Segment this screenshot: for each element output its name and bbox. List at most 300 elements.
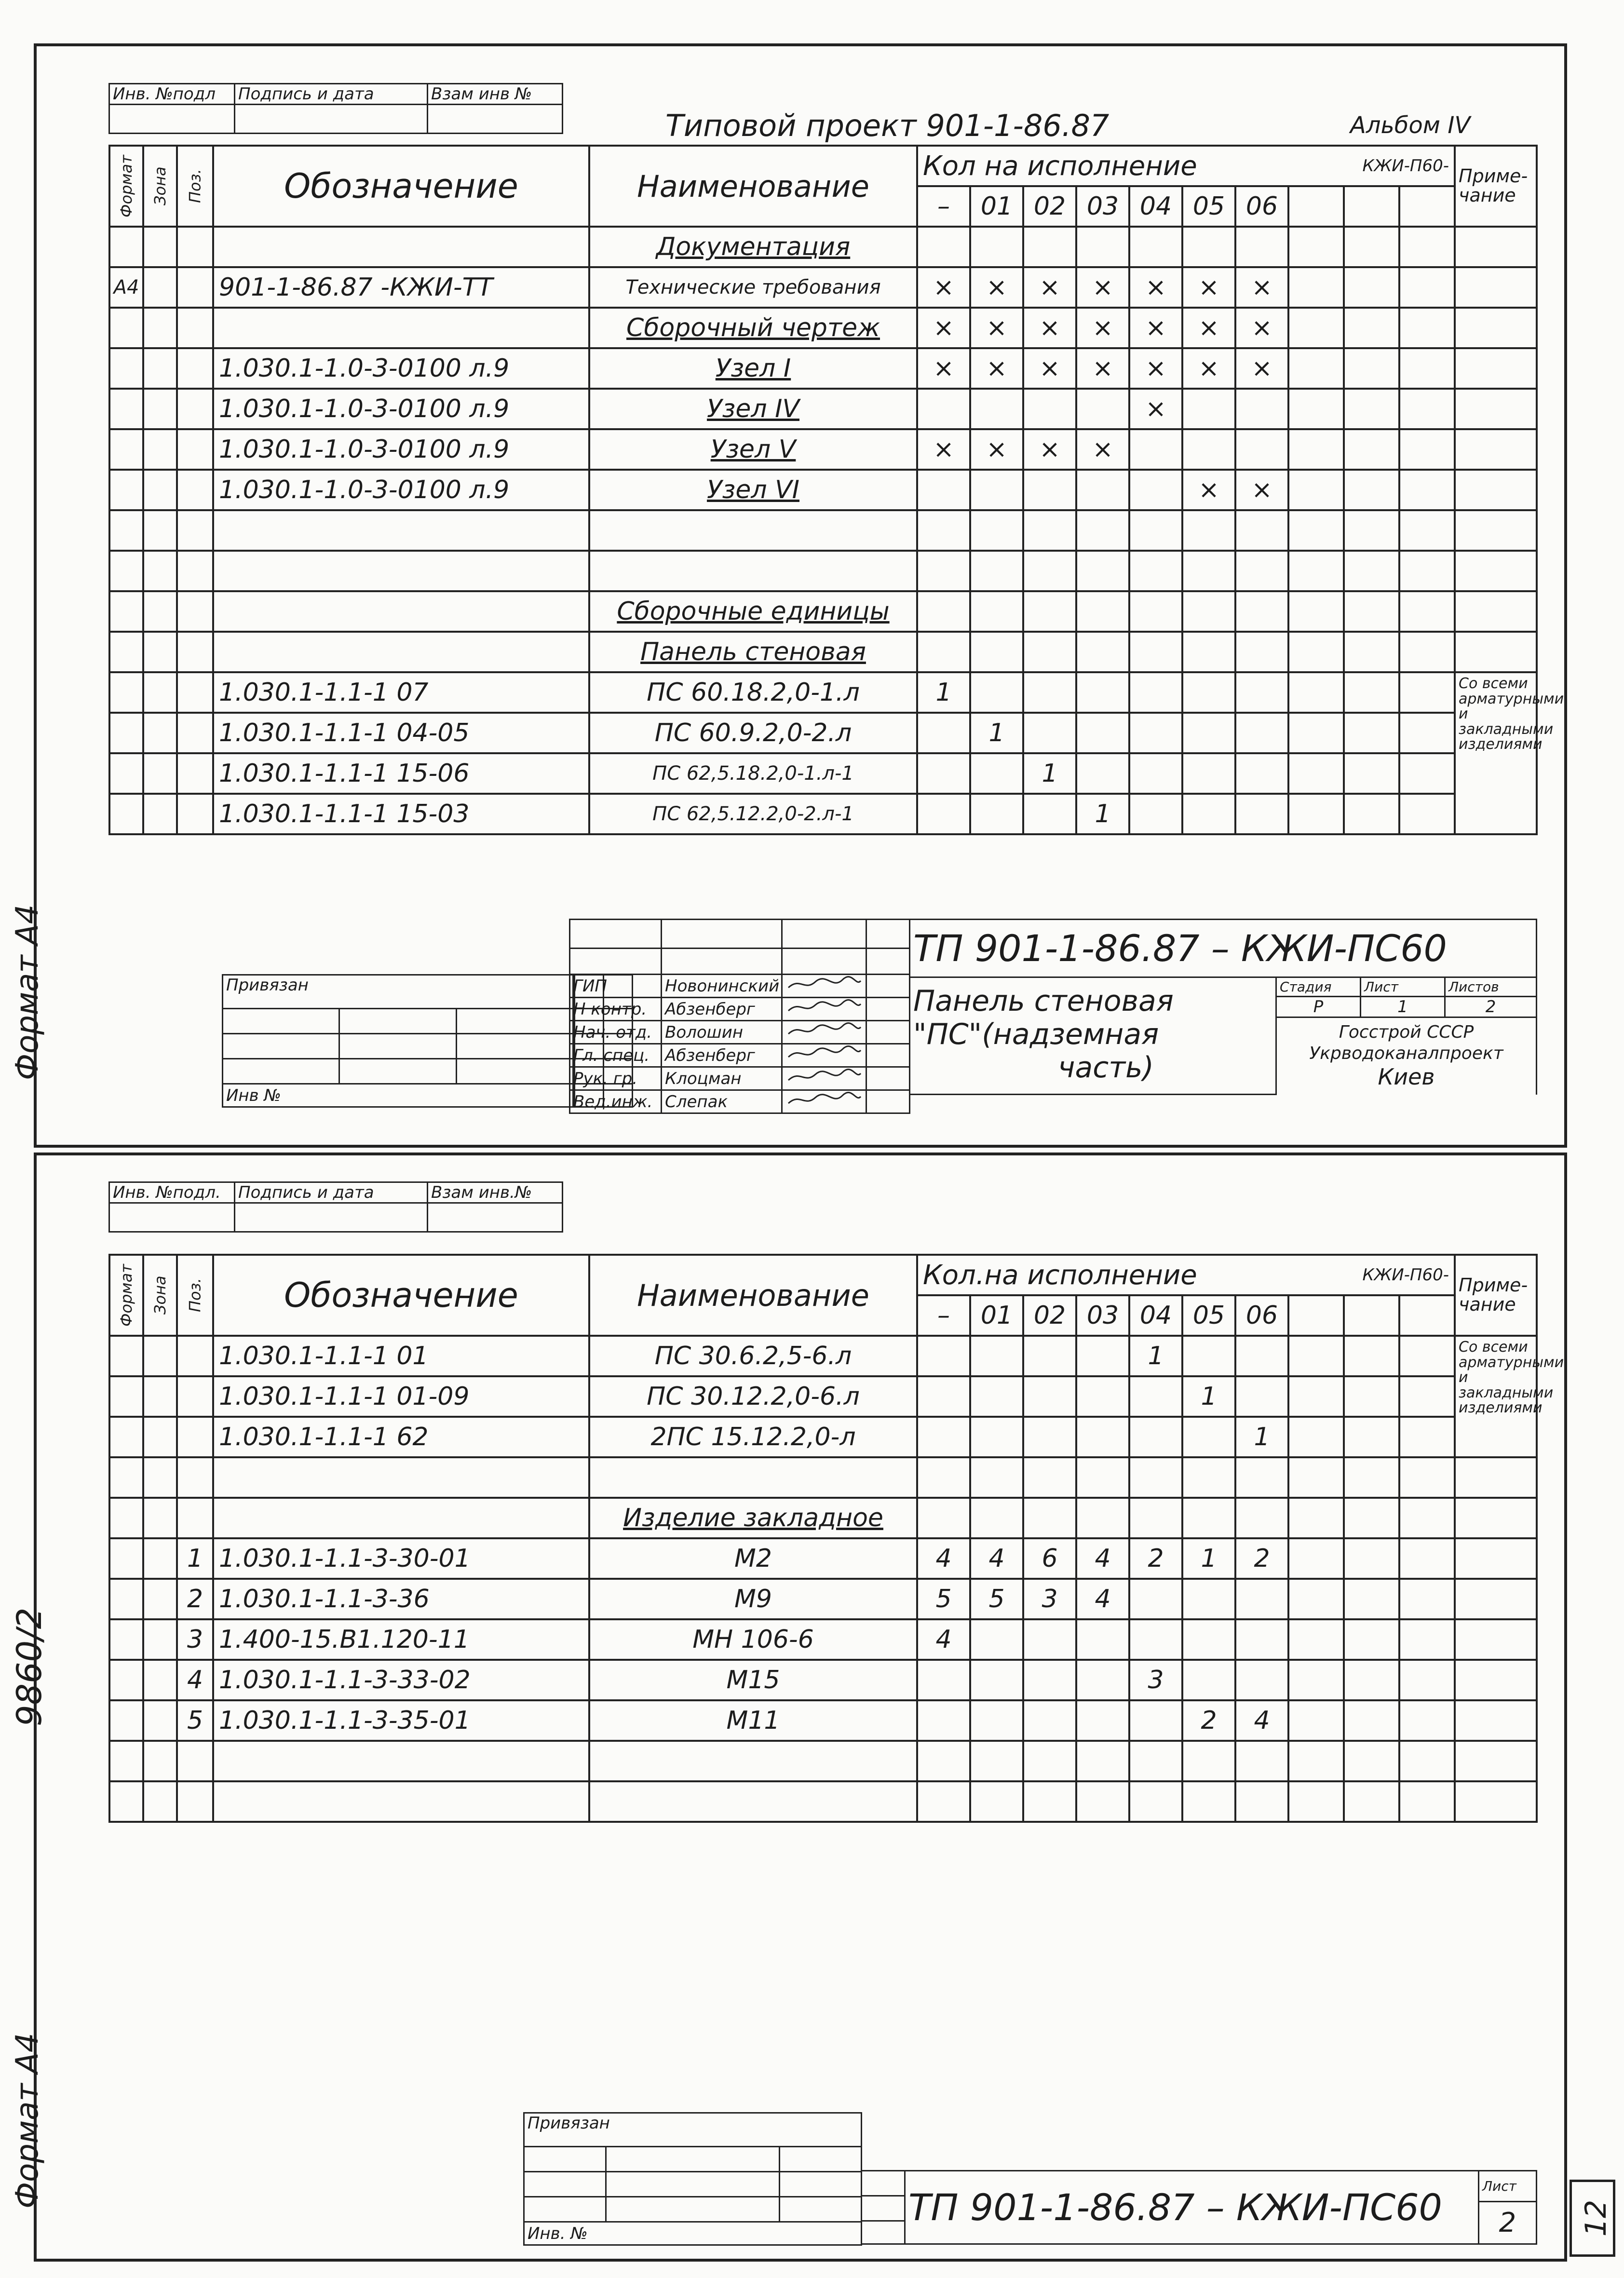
note-cell-blank — [1455, 1579, 1537, 1619]
zone-cell — [143, 1417, 177, 1457]
zone-cell — [143, 227, 177, 267]
qty-cell-blank — [1399, 267, 1455, 308]
zone-cell — [143, 470, 177, 510]
table-row — [109, 1741, 1537, 1781]
qty-cell: × — [1076, 308, 1129, 348]
qty-cell-blank — [1288, 1660, 1344, 1700]
qty-cell — [970, 551, 1023, 591]
date-cell — [866, 1021, 910, 1044]
qty-cell: × — [1023, 267, 1076, 308]
format-cell — [109, 470, 143, 510]
qty-cell — [1235, 551, 1288, 591]
signature-row — [570, 1021, 910, 1044]
designation-cell: 1.030.1-1.0-3-0100 л.9 — [213, 389, 589, 429]
format-cell — [109, 632, 143, 672]
qty-col-header: 04 — [1129, 186, 1182, 227]
name-cell: М11 — [589, 1700, 917, 1741]
qty-cell-blank — [1288, 470, 1344, 510]
qty-cell — [1182, 510, 1235, 551]
qty-cell-blank — [1344, 1457, 1399, 1498]
zone-cell — [143, 794, 177, 834]
qty-cell-blank — [1399, 1741, 1455, 1781]
qty-cell — [1129, 1741, 1182, 1781]
qty-cell — [1129, 713, 1182, 753]
top-box-inv: Инв. №подл — [109, 84, 235, 105]
qty-cell — [1182, 1457, 1235, 1498]
name-cell: Документация — [589, 227, 917, 267]
title-line-2: "ПС"(надземная — [913, 1017, 1159, 1051]
qty-cell — [1235, 227, 1288, 267]
zone-cell — [143, 672, 177, 713]
qty-cell — [1235, 510, 1288, 551]
designation-cell — [213, 308, 589, 348]
note-cell-blank — [1455, 591, 1537, 632]
designation-cell: 1.030.1-1.1-1 15-06 — [213, 753, 589, 794]
name-cell: ПС 30.12.2,0-6.л — [589, 1376, 917, 1417]
qty-cell-blank — [1399, 1498, 1455, 1538]
name-cell: Узел V — [589, 429, 917, 470]
pos-cell — [177, 1457, 213, 1498]
col-zone-2: Зона — [143, 1255, 177, 1336]
name-cell: ПС 60.9.2,0-2.л — [589, 713, 917, 753]
format-cell — [109, 1741, 143, 1781]
qty-cell — [970, 470, 1023, 510]
table-row — [109, 429, 1537, 470]
top-box-vzam: Взам инв № — [428, 84, 563, 105]
qty-cell-blank — [1344, 1781, 1399, 1822]
qty-col-header-blank — [1344, 1295, 1399, 1336]
qty-cell — [970, 1498, 1023, 1538]
qty-cell-blank — [1344, 1741, 1399, 1781]
sheet2-sheet-value: 2 — [1479, 2202, 1537, 2244]
role-cell: ГИП — [570, 975, 662, 998]
pos-cell — [177, 429, 213, 470]
qty-cell — [1235, 429, 1288, 470]
col-pos-2: Поз. — [177, 1255, 213, 1336]
pos-cell — [177, 713, 213, 753]
name-cell: М9 — [589, 1579, 917, 1619]
qty-cell — [1023, 227, 1076, 267]
table-row — [109, 1660, 1537, 1700]
qty-cell-blank — [1288, 1417, 1344, 1457]
qty-cell-blank — [1399, 1417, 1455, 1457]
qty-cell — [1235, 713, 1288, 753]
pos-cell — [177, 308, 213, 348]
sheet2-margin-code: 9860/2 — [10, 1607, 49, 1726]
qty-cell: 2 — [1182, 1700, 1235, 1741]
qty-cell: × — [1129, 348, 1182, 389]
qty-cell — [1182, 429, 1235, 470]
qty-cell: 4 — [1076, 1579, 1129, 1619]
table-row — [109, 389, 1537, 429]
qty-col-header: 03 — [1076, 1295, 1129, 1336]
table-row — [109, 632, 1537, 672]
note-cell-blank — [1455, 308, 1537, 348]
date-cell — [866, 1090, 910, 1113]
qty-cell-blank — [1399, 348, 1455, 389]
note-cell-blank — [1455, 1741, 1537, 1781]
date-cell — [866, 998, 910, 1021]
format-cell — [109, 551, 143, 591]
qty-cell — [1076, 510, 1129, 551]
qty-cell — [1129, 227, 1182, 267]
qty-cell — [1023, 551, 1076, 591]
designation-cell — [213, 551, 589, 591]
col-format: Формат — [109, 146, 143, 227]
name-cell — [589, 510, 917, 551]
sheet1-code: ТП 901-1-86.87 – КЖИ-ПС60 — [910, 920, 1537, 977]
col-qty-code: КЖИ-П60- — [1288, 146, 1455, 186]
qty-cell-blank — [1344, 1417, 1399, 1457]
designation-cell: 1.030.1-1.1-1 01 — [213, 1336, 589, 1376]
qty-cell: × — [1182, 267, 1235, 308]
designation-cell: 1.400-15.В1.120-11 — [213, 1619, 589, 1660]
qty-cell — [1235, 1660, 1288, 1700]
designation-cell — [213, 1781, 589, 1822]
name-cell: Узел I — [589, 348, 917, 389]
qty-cell — [970, 1336, 1023, 1376]
designation-cell: 1.030.1-1.1-1 01-09 — [213, 1376, 589, 1417]
qty-cell — [1023, 470, 1076, 510]
person-name-cell: Абзенберг — [662, 1044, 782, 1067]
qty-cell-blank — [1288, 551, 1344, 591]
pos-cell: 2 — [177, 1579, 213, 1619]
qty-cell-blank — [1344, 1498, 1399, 1538]
zone-cell — [143, 1498, 177, 1538]
name-cell — [589, 1741, 917, 1781]
qty-cell: × — [970, 267, 1023, 308]
name-cell: Панель стеновая — [589, 632, 917, 672]
org-line-1: Госстрой СССР — [1339, 1022, 1474, 1043]
role-cell: Вед.инж. — [570, 1090, 662, 1113]
pos-cell — [177, 591, 213, 632]
qty-cell — [1182, 753, 1235, 794]
format-cell — [109, 1538, 143, 1579]
qty-col-header: 02 — [1023, 186, 1076, 227]
qty-cell — [970, 227, 1023, 267]
note-cell-blank — [1455, 267, 1537, 308]
format-cell — [109, 1781, 143, 1822]
designation-cell — [213, 1741, 589, 1781]
qty-cell — [1182, 1417, 1235, 1457]
qty-cell — [1023, 1417, 1076, 1457]
table-row — [109, 267, 1537, 308]
qty-cell — [970, 632, 1023, 672]
qty-cell — [1182, 389, 1235, 429]
sheet2-spec-table — [108, 1254, 1564, 1823]
name-cell — [589, 1457, 917, 1498]
table-row — [109, 227, 1537, 267]
qty-cell — [1076, 1660, 1129, 1700]
format-cell — [109, 591, 143, 632]
sheet-label: Лист — [1361, 977, 1445, 997]
qty-cell — [1182, 1498, 1235, 1538]
signature-row — [570, 998, 910, 1021]
qty-cell — [970, 389, 1023, 429]
qty-cell — [1129, 1376, 1182, 1417]
qty-cell-blank — [1344, 794, 1399, 834]
table-row — [109, 470, 1537, 510]
format-cell — [109, 1579, 143, 1619]
zone-cell — [143, 1741, 177, 1781]
col-zone: Зона — [143, 146, 177, 227]
org-city: Киев — [1378, 1063, 1435, 1090]
sheet-value: 1 — [1361, 997, 1445, 1017]
person-name-cell: Волошин — [662, 1021, 782, 1044]
qty-col-header-blank — [1288, 186, 1344, 227]
qty-cell — [1076, 1498, 1129, 1538]
qty-cell — [1129, 1579, 1182, 1619]
table-row — [109, 1417, 1537, 1457]
zone-cell — [143, 632, 177, 672]
top-box-sign: Подпись и дата — [235, 84, 428, 105]
qty-cell-blank — [1399, 551, 1455, 591]
qty-cell — [1023, 510, 1076, 551]
qty-cell — [1235, 1741, 1288, 1781]
qty-cell — [917, 713, 970, 753]
sheet2-sheet-label: Лист — [1479, 2171, 1537, 2202]
sheet2-top-boxes — [108, 1181, 563, 1233]
qty-cell-blank — [1344, 510, 1399, 551]
qty-cell-blank — [1344, 1579, 1399, 1619]
inv-no-label: Инв № — [223, 1084, 573, 1107]
qty-cell — [917, 753, 970, 794]
qty-cell: 1 — [970, 713, 1023, 753]
zone-cell — [143, 1376, 177, 1417]
organization — [1276, 1017, 1537, 1095]
pos-cell — [177, 672, 213, 713]
zone-cell — [143, 1700, 177, 1741]
signature-scribble — [785, 1091, 863, 1108]
qty-cell-blank — [1344, 1700, 1399, 1741]
qty-cell — [1076, 1376, 1129, 1417]
top-box-vzam-2: Взам инв.№ — [428, 1182, 563, 1203]
qty-cell-blank — [1288, 389, 1344, 429]
designation-cell: 1.030.1-1.1-3-30-01 — [213, 1538, 589, 1579]
qty-cell-blank — [1288, 713, 1344, 753]
pos-cell — [177, 267, 213, 308]
qty-cell — [1023, 1660, 1076, 1700]
designation-cell: 1.030.1-1.1-1 62 — [213, 1417, 589, 1457]
qty-cell — [917, 1660, 970, 1700]
qty-cell-blank — [1399, 429, 1455, 470]
qty-cell-blank — [1399, 713, 1455, 753]
pos-cell: 5 — [177, 1700, 213, 1741]
qty-cell-blank — [1344, 348, 1399, 389]
col-note-2: Приме-чание — [1455, 1255, 1537, 1336]
designation-cell: 1.030.1-1.0-3-0100 л.9 — [213, 470, 589, 510]
qty-cell-blank — [1344, 1619, 1399, 1660]
qty-cell — [1076, 753, 1129, 794]
qty-cell — [917, 227, 970, 267]
qty-cell — [1023, 1619, 1076, 1660]
col-designation: Обозначение — [213, 146, 589, 227]
qty-cell-blank — [1399, 1579, 1455, 1619]
qty-cell — [1182, 591, 1235, 632]
qty-cell — [1076, 1336, 1129, 1376]
date-cell — [866, 975, 910, 998]
qty-cell-blank — [1344, 1376, 1399, 1417]
qty-cell — [1235, 794, 1288, 834]
qty-cell: × — [1023, 348, 1076, 389]
sheet2-blank-cols — [861, 2170, 906, 2245]
qty-cell — [1182, 1741, 1235, 1781]
qty-cell: 2 — [1235, 1538, 1288, 1579]
qty-cell-blank — [1399, 1457, 1455, 1498]
signature-cell — [782, 1044, 866, 1067]
qty-cell: × — [1129, 267, 1182, 308]
qty-cell — [1182, 551, 1235, 591]
qty-cell: × — [917, 348, 970, 389]
qty-cell — [1235, 672, 1288, 713]
qty-cell: 1 — [917, 672, 970, 713]
pos-cell: 1 — [177, 1538, 213, 1579]
qty-cell — [970, 510, 1023, 551]
qty-cell-blank — [1344, 1660, 1399, 1700]
qty-cell-blank — [1399, 1700, 1455, 1741]
qty-cell: 1 — [1182, 1538, 1235, 1579]
name-cell: М2 — [589, 1538, 917, 1579]
qty-cell — [1129, 1700, 1182, 1741]
qty-cell — [1076, 227, 1129, 267]
qty-cell: 1 — [1129, 1336, 1182, 1376]
qty-cell — [1076, 672, 1129, 713]
qty-col-header: 02 — [1023, 1295, 1076, 1336]
designation-cell — [213, 1498, 589, 1538]
qty-cell — [1129, 1619, 1182, 1660]
qty-cell — [970, 591, 1023, 632]
note-cell-blank — [1455, 510, 1537, 551]
zone-cell — [143, 713, 177, 753]
name-cell — [589, 1781, 917, 1822]
date-cell — [866, 1044, 910, 1067]
qty-cell — [970, 794, 1023, 834]
name-cell: Изделие закладное — [589, 1498, 917, 1538]
qty-cell-blank — [1344, 632, 1399, 672]
signature-scribble — [785, 975, 863, 992]
qty-cell: × — [1235, 470, 1288, 510]
qty-cell-blank — [1399, 632, 1455, 672]
zone-cell — [143, 267, 177, 308]
qty-cell-blank — [1399, 1660, 1455, 1700]
sheet1-privyazan-block — [222, 974, 574, 1108]
date-cell — [866, 1067, 910, 1090]
format-cell — [109, 1700, 143, 1741]
note-cell: Со всеми арматурными и закладными изделиями — [1455, 672, 1537, 834]
qty-cell — [1182, 1660, 1235, 1700]
qty-cell — [1129, 1457, 1182, 1498]
signature-cell — [782, 975, 866, 998]
format-cell — [109, 389, 143, 429]
note-cell-blank — [1455, 632, 1537, 672]
qty-cell: × — [1182, 470, 1235, 510]
qty-cell-blank — [1344, 227, 1399, 267]
qty-cell-blank — [1399, 1781, 1455, 1822]
qty-cell: 4 — [1235, 1700, 1288, 1741]
pos-cell — [177, 794, 213, 834]
qty-cell-blank — [1288, 348, 1344, 389]
pos-cell — [177, 1417, 213, 1457]
qty-cell-blank — [1399, 470, 1455, 510]
note-cell-blank — [1455, 389, 1537, 429]
note-cell-blank — [1455, 1660, 1537, 1700]
qty-cell — [917, 1457, 970, 1498]
signature-cell — [782, 1067, 866, 1090]
qty-cell: × — [1235, 308, 1288, 348]
qty-cell — [1023, 1376, 1076, 1417]
qty-cell-blank — [1288, 1538, 1344, 1579]
qty-cell-blank — [1344, 267, 1399, 308]
qty-cell-blank — [1288, 510, 1344, 551]
signature-scribble — [785, 1021, 863, 1039]
pos-cell — [177, 1498, 213, 1538]
designation-cell: 1.030.1-1.1-3-35-01 — [213, 1700, 589, 1741]
table-row — [109, 1457, 1537, 1498]
signature-row — [570, 1090, 910, 1113]
name-cell: ПС 62,5.12.2,0-2.л-1 — [589, 794, 917, 834]
zone-cell — [143, 1336, 177, 1376]
qty-cell — [1023, 1498, 1076, 1538]
qty-cell-blank — [1288, 632, 1344, 672]
qty-cell: × — [1023, 308, 1076, 348]
qty-cell — [1129, 794, 1182, 834]
designation-cell — [213, 632, 589, 672]
designation-cell: 1.030.1-1.1-3-36 — [213, 1579, 589, 1619]
note-cell-blank — [1455, 1538, 1537, 1579]
note-cell-blank — [1455, 429, 1537, 470]
qty-cell-blank — [1288, 591, 1344, 632]
name-cell: ПС 62,5.18.2,0-1.л-1 — [589, 753, 917, 794]
qty-cell: × — [1235, 348, 1288, 389]
qty-cell — [1182, 794, 1235, 834]
qty-cell — [1023, 1336, 1076, 1376]
qty-cell — [1182, 227, 1235, 267]
sheet1-margin-format: Формат А4 — [10, 904, 45, 1080]
qty-cell — [1023, 672, 1076, 713]
signature-cell — [782, 998, 866, 1021]
qty-cell — [1129, 551, 1182, 591]
name-cell: М15 — [589, 1660, 917, 1700]
qty-cell: × — [917, 267, 970, 308]
pos-cell — [177, 1376, 213, 1417]
qty-cell — [917, 1700, 970, 1741]
qty-cell — [1023, 1781, 1076, 1822]
qty-cell-blank — [1344, 429, 1399, 470]
zone-cell — [143, 510, 177, 551]
qty-cell — [1023, 713, 1076, 753]
zone-cell — [143, 753, 177, 794]
role-cell: Нач. отд. — [570, 1021, 662, 1044]
qty-col-header: 05 — [1182, 1295, 1235, 1336]
designation-cell — [213, 591, 589, 632]
qty-cell — [1129, 429, 1182, 470]
qty-cell: 2 — [1129, 1538, 1182, 1579]
qty-col-header: – — [917, 1295, 970, 1336]
format-cell — [109, 753, 143, 794]
qty-cell-blank — [1288, 429, 1344, 470]
qty-cell — [1129, 672, 1182, 713]
sheet2-code: ТП 901-1-86.87 – КЖИ-ПС60 — [905, 2171, 1479, 2244]
qty-cell-blank — [1399, 227, 1455, 267]
format-cell — [109, 672, 143, 713]
qty-cell-blank — [1344, 753, 1399, 794]
page-number-box — [1570, 2180, 1615, 2257]
qty-cell — [1235, 1579, 1288, 1619]
qty-cell: 1 — [1182, 1376, 1235, 1417]
table-row — [109, 753, 1537, 794]
signature-cell — [782, 1021, 866, 1044]
note-cell-blank — [1455, 551, 1537, 591]
